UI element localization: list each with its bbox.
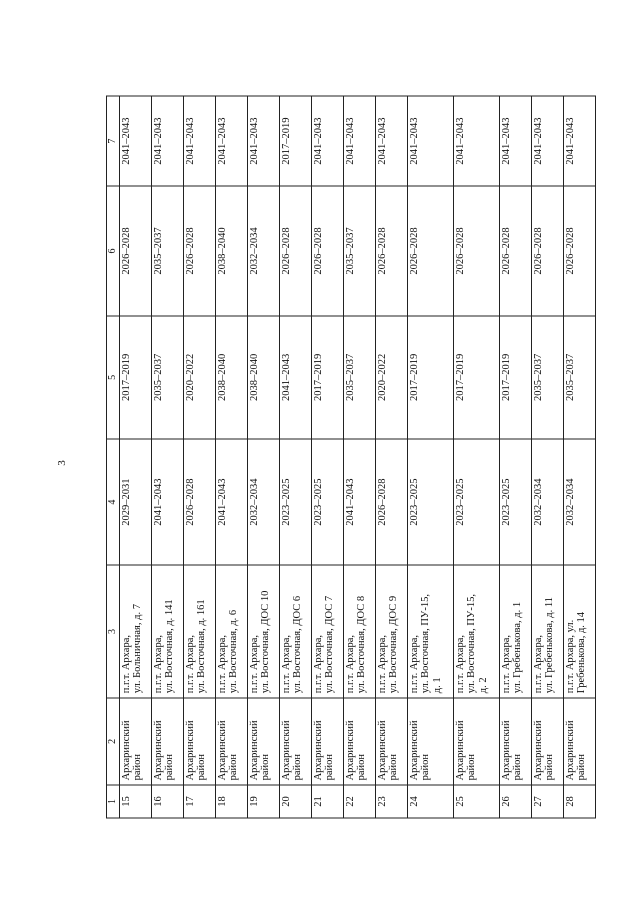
table-row [311,96,343,818]
period-cell: 2041–2043 [343,96,375,186]
period-cell: 2023–2025 [453,438,499,564]
period-cell: 2041–2043 [531,96,563,186]
period-cell: 2041–2043 [279,315,311,438]
district-cell: Архаринский район [563,697,595,784]
table-row [531,96,563,818]
row-number-cell: 17 [183,784,215,817]
period-cell: 2020–2022 [183,315,215,438]
period-cell: 2026–2028 [499,186,531,315]
row-number-cell: 19 [247,784,279,817]
table-row [453,96,499,818]
period-cell: 2035–2037 [343,186,375,315]
table-row [151,96,183,818]
address-cell: п.г.т. Архара, ул. Восточная, д. 161 [183,565,215,697]
column-header: 5 [107,315,120,438]
period-cell: 2026–2028 [531,186,563,315]
period-cell: 2041–2043 [343,438,375,564]
address-cell: п.г.т. Архара, ул. Восточная, ДОС 9 [375,565,407,697]
address-cell: п.г.т. Архара, ул. Восточная, ДОС 8 [343,565,375,697]
period-cell: 2029–2031 [119,438,151,564]
page-number: 3 [56,460,68,466]
row-number-cell: 23 [375,784,407,817]
district-cell: Архаринский район [499,697,531,784]
period-cell: 2032–2034 [247,438,279,564]
row-number-cell: 24 [407,784,453,817]
period-cell: 2026–2028 [375,186,407,315]
column-header: 1 [107,784,120,817]
period-cell: 2020–2022 [375,315,407,438]
period-cell: 2023–2025 [407,438,453,564]
district-cell: Архаринский район [215,697,247,784]
period-cell: 2035–2037 [563,315,595,438]
address-cell: п.г.т. Архара, ул. Восточная, ДОС 10 [247,565,279,697]
period-cell: 2035–2037 [151,315,183,438]
district-cell: Архаринский район [183,697,215,784]
period-cell: 2017–2019 [311,315,343,438]
table-row [247,96,279,818]
row-number-cell: 26 [499,784,531,817]
period-cell: 2026–2028 [453,186,499,315]
period-cell: 2032–2034 [563,438,595,564]
period-cell: 2041–2043 [311,96,343,186]
period-cell: 2041–2043 [247,96,279,186]
period-cell: 2023–2025 [279,438,311,564]
row-number-cell: 22 [343,784,375,817]
address-cell: п.г.т. Архара, ул. Больничная, д. 7 [119,565,151,697]
period-cell: 2041–2043 [183,96,215,186]
period-cell: 2035–2037 [531,315,563,438]
table-row [563,96,595,818]
district-cell: Архаринский район [407,697,453,784]
column-header: 2 [107,697,120,784]
district-cell: Архаринский район [375,697,407,784]
row-number-cell: 27 [531,784,563,817]
period-cell: 2023–2025 [499,438,531,564]
period-cell: 2041–2043 [119,96,151,186]
period-cell: 2032–2034 [531,438,563,564]
period-cell: 2017–2019 [279,96,311,186]
row-number-cell: 25 [453,784,499,817]
district-cell: Архаринский район [247,697,279,784]
rotated-table-frame [106,95,586,818]
period-cell: 2023–2025 [311,438,343,564]
table-row [407,96,453,818]
period-cell: 2041–2043 [215,96,247,186]
address-cell: п.г.т. Архара, ул. Гребенькова, д. 14 [563,565,595,697]
period-cell: 2035–2037 [343,315,375,438]
district-cell: Архаринский район [119,697,151,784]
table-row [183,96,215,818]
address-cell: п.г.т. Архара, ул. Восточная, ПУ-15, д. 1 [407,565,453,697]
row-number-cell: 16 [151,784,183,817]
period-cell: 2041–2043 [215,438,247,564]
period-cell: 2041–2043 [563,96,595,186]
column-header: 6 [107,186,120,315]
row-number-cell: 20 [279,784,311,817]
period-cell: 2041–2043 [151,438,183,564]
column-header: 3 [107,565,120,697]
period-cell: 2026–2028 [279,186,311,315]
period-cell: 2026–2028 [183,186,215,315]
row-number-cell: 18 [215,784,247,817]
address-cell: п.г.т. Архара, ул. Восточная, д. 6 [215,565,247,697]
period-cell: 2041–2043 [375,96,407,186]
column-header: 4 [107,438,120,564]
district-cell: Архаринский район [151,697,183,784]
row-number-cell: 28 [563,784,595,817]
row-number-cell: 21 [311,784,343,817]
table-row [375,96,407,818]
district-cell: Архаринский район [453,697,499,784]
table-row [119,96,151,818]
period-cell: 2026–2028 [563,186,595,315]
address-cell: п.г.т. Архара, ул. Восточная, ПУ-15, д. 2 [453,565,499,697]
period-cell: 2041–2043 [407,96,453,186]
table-row [215,96,247,818]
period-cell: 2038–2040 [215,315,247,438]
address-cell: п.г.т. Архара, ул. Гребенькова, д. 11 [531,565,563,697]
column-header: 7 [107,96,120,186]
period-cell: 2017–2019 [453,315,499,438]
row-number-cell: 15 [119,784,151,817]
table-row [343,96,375,818]
table-row [279,96,311,818]
period-cell: 2041–2043 [499,96,531,186]
period-cell: 2017–2019 [407,315,453,438]
period-cell: 2041–2043 [151,96,183,186]
district-cell: Архаринский район [279,697,311,784]
district-cell: Архаринский район [311,697,343,784]
period-cell: 2035–2037 [151,186,183,315]
period-cell: 2017–2019 [499,315,531,438]
period-cell: 2038–2040 [247,315,279,438]
address-cell: п.г.т. Архара, ул. Гребенькова, д. 1 [499,565,531,697]
period-cell: 2041–2043 [453,96,499,186]
address-cell: п.г.т. Архара, ул. Восточная, ДОС 7 [311,565,343,697]
data-table [106,95,596,818]
district-cell: Архаринский район [531,697,563,784]
address-cell: п.г.т. Архара, ул. Восточная, ДОС 6 [279,565,311,697]
period-cell: 2017–2019 [119,315,151,438]
address-cell: п.г.т. Архара, ул. Восточная, д. 141 [151,565,183,697]
period-cell: 2026–2028 [311,186,343,315]
table-row [499,96,531,818]
period-cell: 2026–2028 [119,186,151,315]
period-cell: 2026–2028 [375,438,407,564]
period-cell: 2026–2028 [183,438,215,564]
district-cell: Архаринский район [343,697,375,784]
period-cell: 2032–2034 [247,186,279,315]
header-row [107,96,120,818]
period-cell: 2026–2028 [407,186,453,315]
period-cell: 2038–2040 [215,186,247,315]
